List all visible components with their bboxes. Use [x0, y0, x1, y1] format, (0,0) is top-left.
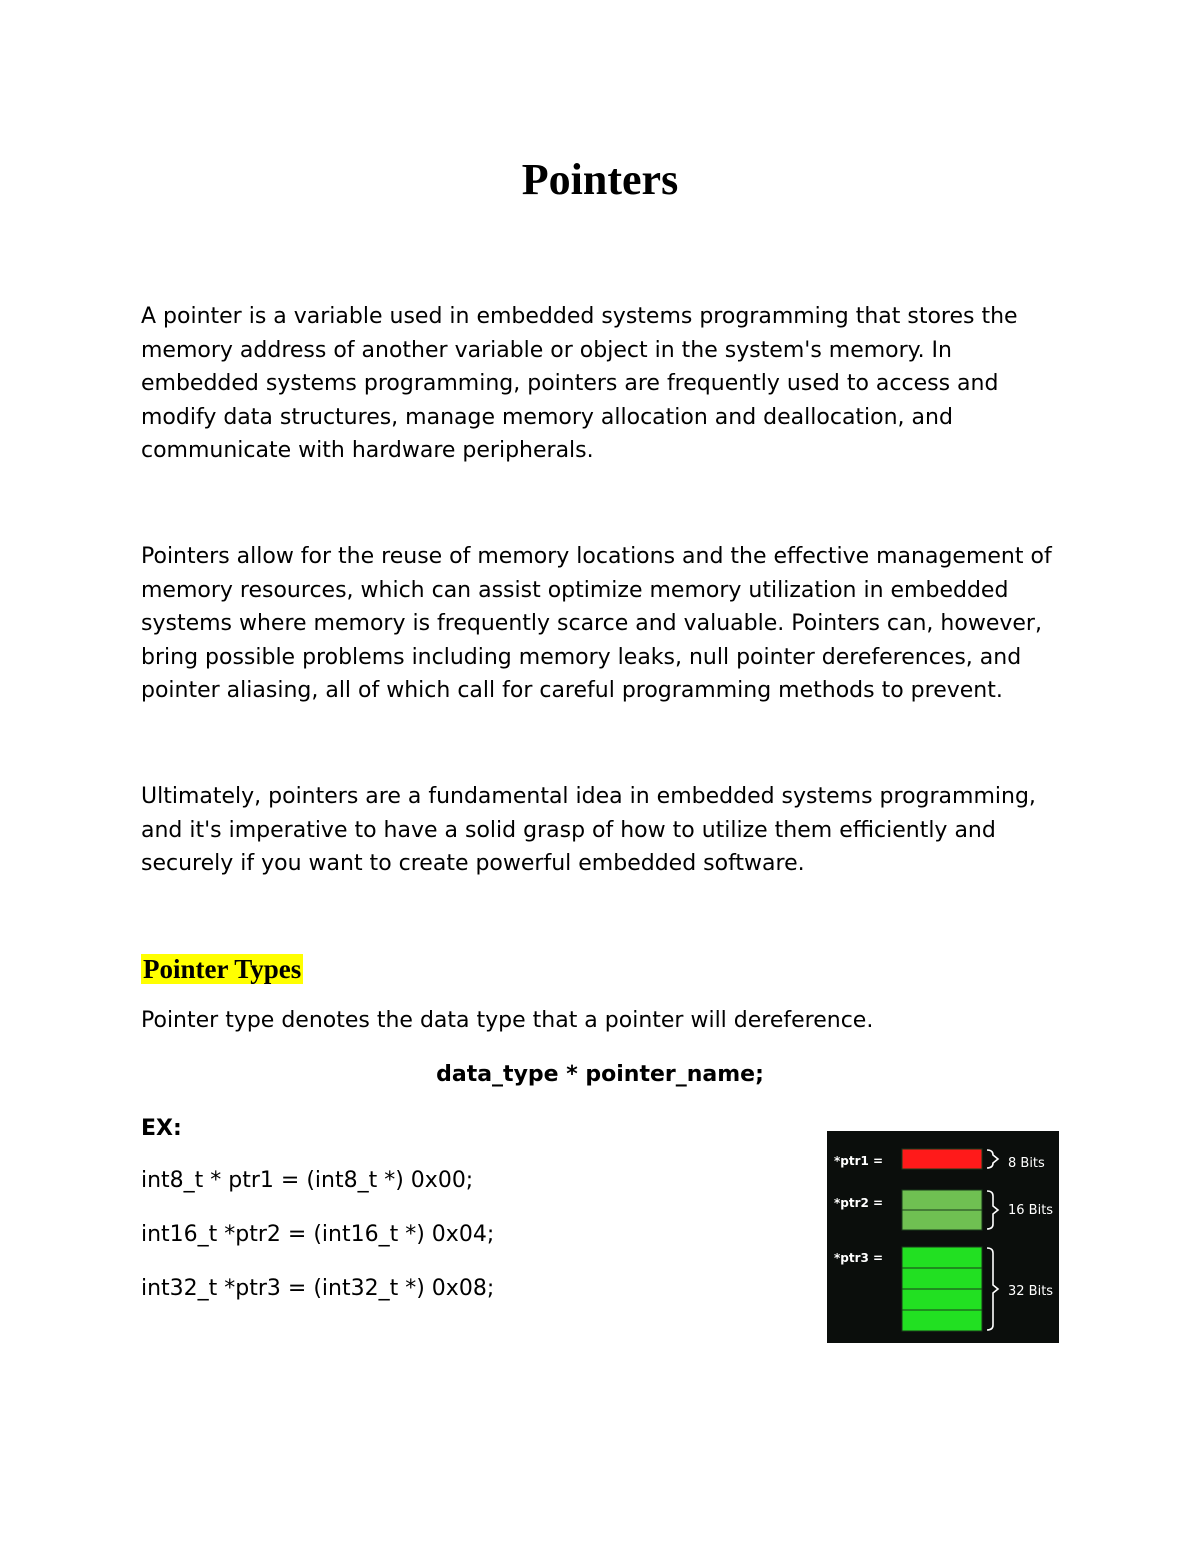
section-description: Pointer type denotes the data type that a pointer will dereference.: [141, 1008, 874, 1033]
pointer-size-diagram: [827, 1131, 1059, 1343]
code-line-3: int32_t *ptr3 = (int32_t *) 0x08;: [141, 1276, 495, 1301]
size-bracket-1: [987, 1150, 998, 1168]
example-label: EX:: [141, 1116, 182, 1141]
page-title: Pointers: [521, 155, 679, 204]
memory-cell-3-3: [902, 1289, 982, 1310]
memory-cell-1-1: [902, 1149, 982, 1169]
pointer-label-1: *ptr1 =: [834, 1154, 884, 1168]
bit-size-label-2: 16 Bits: [1008, 1203, 1054, 1218]
code-line-2: int16_t *ptr2 = (int16_t *) 0x04;: [141, 1222, 495, 1247]
section-heading: [141, 950, 303, 988]
syntax-line: data_type * pointer_name;: [436, 1062, 764, 1087]
paragraph-intro: A pointer is a variable used in embedded systems programming that stores the memory address of another variable or object in the system's memory. In embedded systems programming, pointers are frequently used to access and modify data structures, manage memory allocation and deallocation, and communicate with hardware peripherals.: [141, 304, 1018, 464]
pointer-label-3: *ptr3 =: [834, 1251, 884, 1265]
section-heading-text: Pointer Types: [143, 954, 302, 984]
code-line-1: int8_t * ptr1 = (int8_t *) 0x00;: [141, 1168, 474, 1193]
paragraph-conclusion: Ultimately, pointers are a fundamental idea in embedded systems programming, and it's imperative to have a solid grasp of how to utilize them efficiently and securely if you want to create powerful embedded software.: [141, 784, 1036, 877]
pointer-label-2: *ptr2 =: [834, 1196, 884, 1210]
paragraph-memory: Pointers allow for the reuse of memory locations and the effective management of memory resources, which can assist optimize memory utilization in embedded systems where memory is frequently scarce and valuable. Pointers can, however, bring possible problems including memory leaks, null pointer dereferences, and pointer aliasing, all of which call for careful programming methods to prevent.: [141, 544, 1052, 704]
memory-cell-3-2: [902, 1268, 982, 1289]
bit-size-label-3: 32 Bits: [1008, 1284, 1054, 1299]
memory-cell-3-1: [902, 1247, 982, 1268]
size-bracket-3: [987, 1248, 998, 1330]
memory-cell-2-2: [902, 1210, 982, 1230]
size-bracket-2: [987, 1191, 998, 1229]
memory-cell-3-4: [902, 1310, 982, 1331]
bit-size-label-1: 8 Bits: [1008, 1156, 1045, 1171]
pointer-size-figure: [827, 1131, 1059, 1343]
memory-cell-2-1: [902, 1190, 982, 1210]
